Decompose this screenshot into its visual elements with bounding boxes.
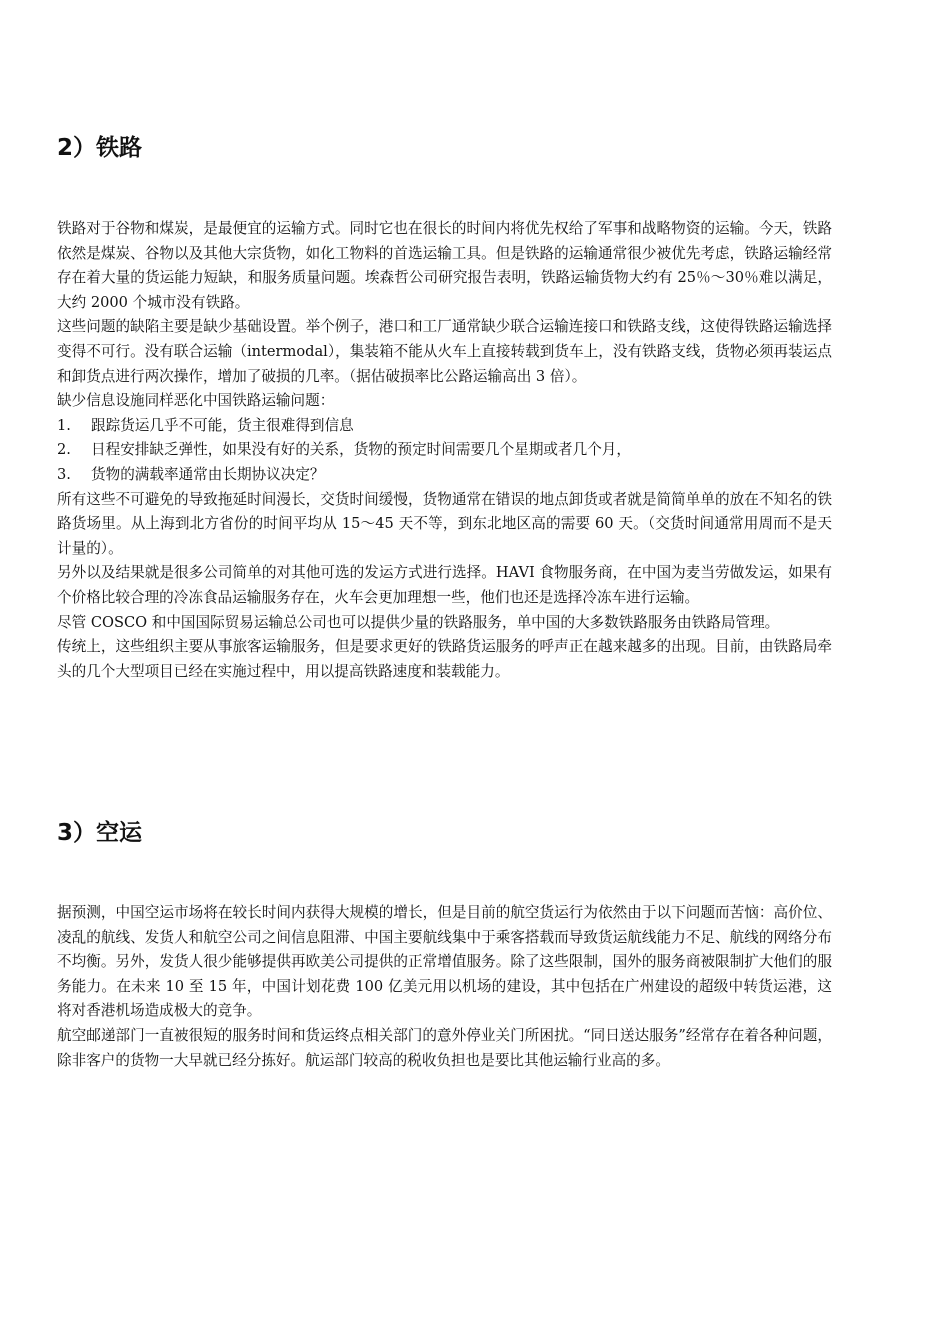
list-number: 1. [57, 416, 71, 434]
paragraph: 传统上，这些组织主要从事旅客运输服务，但是要求更好的铁路货运服务的呼声正在越来越多的出现。目前，由铁路局牵头的几个大型项目已经在实施过程中，用以提高铁路速度和装载能力。 [57, 638, 832, 680]
list-text: 货物的满载率通常由长期协议决定？ [91, 465, 325, 483]
paragraph: 所有这些不可避免的导致拖延时间漫长，交货时间缓慢，货物通常在错误的地点卸货或者就是简简单单的放在不知名的铁路货场里。从上海到北方省份的时间平均从 15～45 天不等，到东北地区高的需要 60 天。（交货时间通常用周而不是天计量的）。 [57, 490, 832, 557]
list-number: 3. [57, 465, 71, 483]
paragraph: 据预测，中国空运市场将在较长时间内获得大规模的增长，但是目前的航空货运行为依然由于以下问题而苦恼：高价位、凌乱的航线、发货人和航空公司之间信息阻滞、中国主要航线集中于乘客搭载而导致货运航线能力不足、航线的网络分布不均衡。另外，发货人很少能够提供再欧美公司提供的正常增值服务。除了这些限制，国外的服务商被限制扩大他们的服务能力。在未来 10 至 15 年，中国计划花费 100 亿美元用以机场的建设，其中包括在广州建设的超级中转货运港，这将对香港机场造成极大的竞争。 [57, 904, 832, 1020]
paragraph: 铁路对于谷物和煤炭，是最便宜的运输方式。同时它也在很长的时间内将优先权给了军事和战略物资的运输。今天，铁路依然是煤炭、谷物以及其他大宗货物，如化工物料的首选运输工具。但是铁路的运输通常很少被优先考虑，铁路运输经常存在着大量的货运能力短缺，和服务质量问题。埃森哲公司研究报告表明，铁路运输货物大约有 25％～30％难以满足，大约 2000 个城市没有铁路。 [57, 220, 832, 311]
list-text: 日程安排缺乏弹性，如果没有好的关系，货物的预定时间需要几个星期或者几个月， [91, 441, 631, 459]
paragraph: 航空邮递部门一直被很短的服务时间和货运终点相关部门的意外停业关门所困扰。“同日送达服务”经常存在着各种问题，除非客户的货物一大早就已经分拣好。航运部门较高的税收负担也是要比其他运输行业高的多。 [57, 1026, 832, 1069]
section-heading-air-freight: 3）空运 [57, 820, 143, 846]
list-number: 2. [57, 441, 71, 459]
railway-body [57, 217, 832, 684]
paragraph: 尽管 COSCO 和中国国际贸易运输总公司也可以提供少量的铁路服务，单中国的大多数铁路服务由铁路局管理。 [57, 613, 780, 631]
list-item [57, 438, 832, 463]
list-item [57, 463, 832, 488]
list-item [57, 414, 832, 439]
air-freight-body [57, 901, 832, 1073]
list-text: 跟踪货运几乎不可能，货主很难得到信息 [91, 416, 354, 434]
paragraph: 缺少信息设施同样恶化中国铁路运输问题： [57, 392, 335, 410]
section-heading-railway: 2）铁路 [57, 135, 143, 161]
paragraph: 这些问题的缺陷主要是缺少基础设置。举个例子，港口和工厂通常缺少联合运输连接口和铁路支线，这使得铁路运输选择变得不可行。没有联合运输（intermodal），集装箱不能从火车上直接转载到货车上，没有铁路支线，货物必须再装运点和卸货点进行两次操作，增加了破损的几率。（据估破损率比公路运输高出 3 倍）。 [57, 318, 832, 385]
paragraph: 另外以及结果就是很多公司简单的对其他可选的发运方式进行选择。HAVI 食物服务商，在中国为麦当劳做发运，如果有个价格比较合理的冷冻食品运输服务存在，火车会更加理想一些，他们也还是选择冷冻车进行运输。 [57, 564, 832, 606]
